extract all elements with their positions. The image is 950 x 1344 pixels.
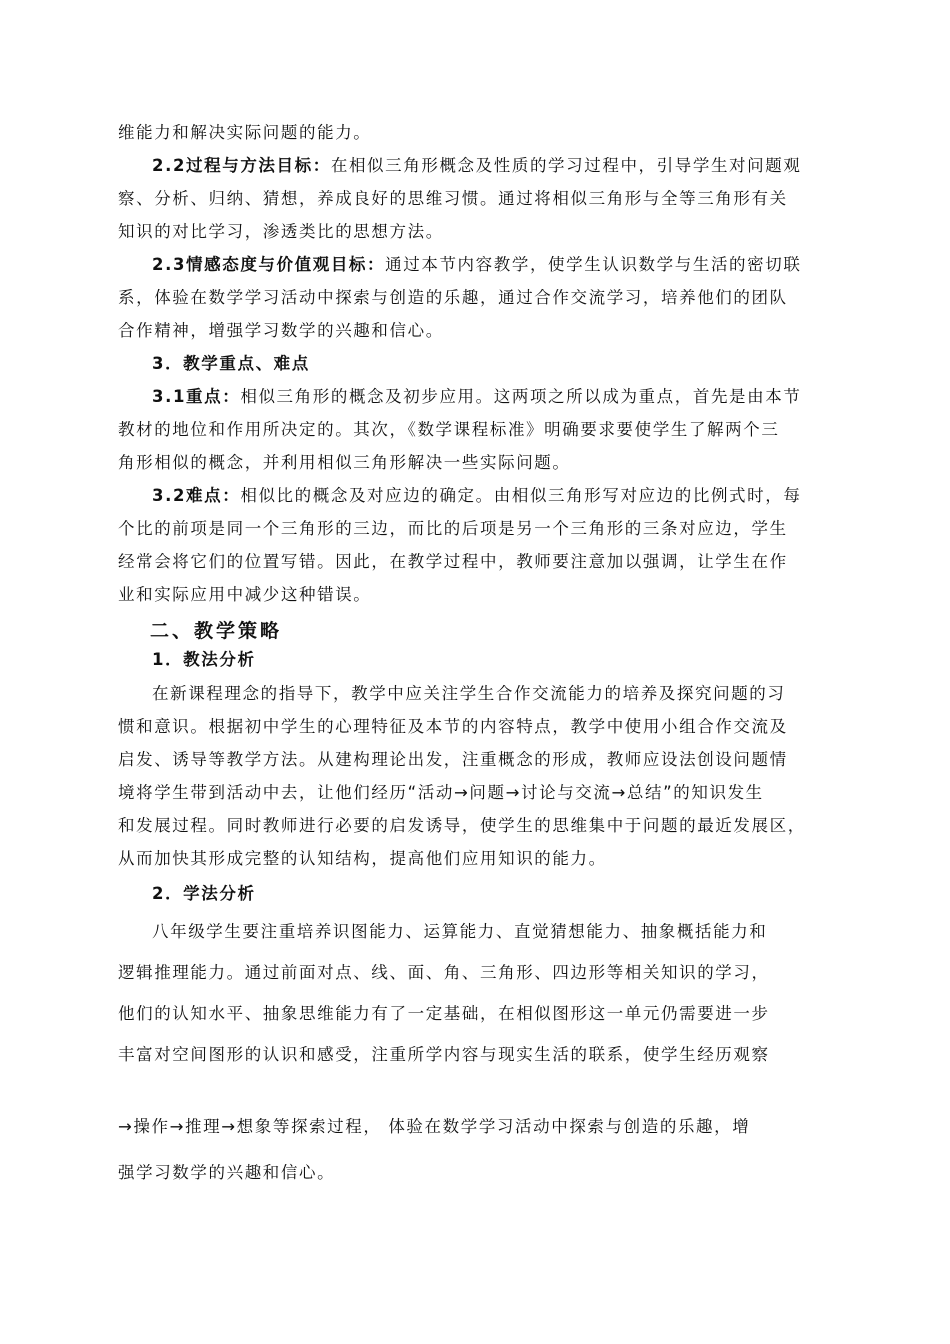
label-key-point: 3.1重点： bbox=[152, 387, 241, 406]
text-line: 强学习数学的兴趣和信心。 bbox=[118, 1163, 336, 1182]
text-line: 维能力和解决实际问题的能力。 bbox=[118, 123, 372, 142]
text-line: 在新课程理念的指导下，教学中应关注学生合作交流能力的培养及探究问题的习 bbox=[152, 684, 786, 703]
text-line: 从而加快其形成完整的认知结构，提高他们应用知识的能力。 bbox=[118, 849, 607, 868]
label-process-method-goal: 2.2过程与方法目标： bbox=[152, 156, 331, 175]
text-line: 2.3情感态度与价值观目标：通过本节内容教学，使学生认识数学与生活的密切联 bbox=[152, 255, 802, 274]
label-emotion-goal: 2.3情感态度与价值观目标： bbox=[152, 255, 386, 274]
text-line: 3.2难点：相似比的概念及对应边的确定。由相似三角形写对应边的比例式时，每 bbox=[152, 486, 802, 505]
text-line: 3.1重点：相似三角形的概念及初步应用。这两项之所以成为重点，首先是由本节 bbox=[152, 387, 802, 406]
text-line: 察、分析、归纳、猜想，养成良好的思维习惯。通过将相似三角形与全等三角形有关 bbox=[118, 189, 788, 208]
text-line: 逻辑推理能力。通过前面对点、线、面、角、三角形、四边形等相关知识的学习， bbox=[118, 963, 770, 982]
text-line: 角形相似的概念，并利用相似三角形解决一些实际问题。 bbox=[118, 453, 571, 472]
text-line: 业和实际应用中减少这种错误。 bbox=[118, 585, 372, 604]
text-line: 合作精神，增强学习数学的兴趣和信心。 bbox=[118, 321, 444, 340]
text-line: 八年级学生要注重培养识图能力、运算能力、直觉猜想能力、抽象概括能力和 bbox=[152, 922, 768, 941]
text-line: 惯和意识。根据初中学生的心理特征及本节的内容特点，教学中使用小组合作交流及 bbox=[118, 717, 788, 736]
text-line: 境将学生带到活动中去，让他们经历“活动→问题→讨论与交流→总结”的知识发生 bbox=[118, 783, 764, 802]
text-line: 系，体验在数学学习活动中探索与创造的乐趣，通过合作交流学习，培养他们的团队 bbox=[118, 288, 788, 307]
text-line: 个比的前项是同一个三角形的三边，而比的后项是另一个三角形的三条对应边，学生 bbox=[118, 519, 788, 538]
section-title-teaching-strategy: 二、教学策略 bbox=[150, 620, 283, 642]
text-line: 知识的对比学习，渗透类比的思想方法。 bbox=[118, 222, 444, 241]
subheading-key-points: 3．教学重点、难点 bbox=[152, 354, 310, 373]
subheading-learning-method: 2．学法分析 bbox=[152, 884, 256, 903]
text-line: 教材的地位和作用所决定的。其次，《数学课程标准》明确要求要使学生了解两个三 bbox=[118, 420, 780, 439]
text-line: 2.2过程与方法目标：在相似三角形概念及性质的学习过程中，引导学生对问题观 bbox=[152, 156, 802, 175]
subheading-teaching-method: 1．教法分析 bbox=[152, 650, 256, 669]
text-line: 和发展过程。同时教师进行必要的启发诱导，使学生的思维集中于问题的最近发展区， bbox=[118, 816, 806, 835]
text-line: 启发、诱导等教学方法。从建构理论出发，注重概念的形成，教师应设法创设问题情 bbox=[118, 750, 788, 769]
text-line: 他们的认知水平、抽象思维能力有了一定基础，在相似图形这一单元仍需要进一步 bbox=[118, 1004, 770, 1023]
label-difficulty: 3.2难点： bbox=[152, 486, 241, 505]
text-line: 经常会将它们的位置写错。因此，在教学过程中，教师要注意加以强调，让学生在作 bbox=[118, 552, 788, 571]
text-line: 丰富对空间图形的认识和感受，注重所学内容与现实生活的联系，使学生经历观察 bbox=[118, 1045, 770, 1064]
text-line: →操作→推理→想象等探索过程， 体验在数学学习活动中探索与创造的乐趣，增 bbox=[118, 1117, 751, 1136]
